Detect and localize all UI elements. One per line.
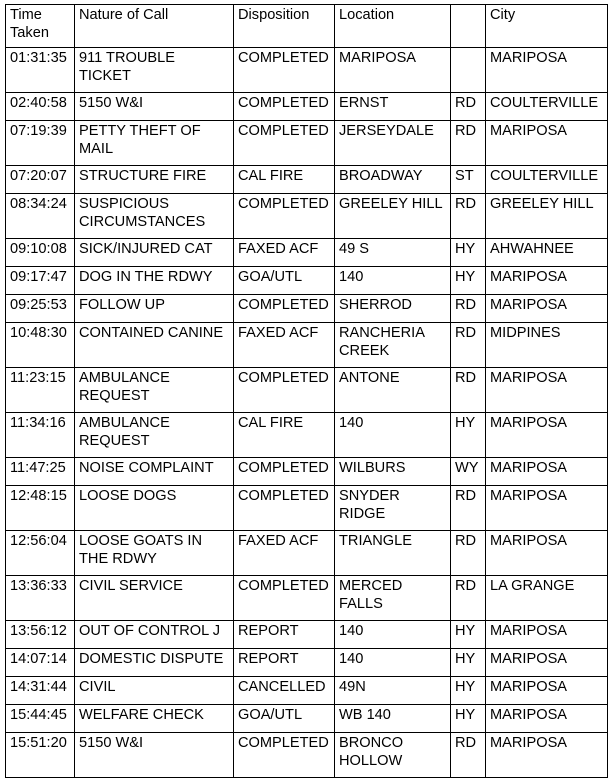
call-log-table <box>5 4 608 778</box>
cell-city: MARIPOSA <box>486 413 608 458</box>
table-row <box>6 93 608 121</box>
cell-time-taken: 11:34:16 <box>6 413 75 458</box>
table-row <box>6 649 608 677</box>
cell-city: MARIPOSA <box>486 368 608 413</box>
cell-disposition: COMPLETED <box>234 368 335 413</box>
cell-nature-of-call: 911 TROUBLE TICKET <box>75 48 234 93</box>
cell-location: 140 <box>335 621 451 649</box>
cell-time-taken: 09:10:08 <box>6 239 75 267</box>
table-row <box>6 677 608 705</box>
cell-city: MARIPOSA <box>486 621 608 649</box>
cell-location: SNYDER RIDGE <box>335 486 451 531</box>
cell-time-taken: 15:44:45 <box>6 705 75 733</box>
cell-time-taken: 08:34:24 <box>6 194 75 239</box>
cell-location-suffix: WY <box>451 458 486 486</box>
cell-nature-of-call: AMBULANCE REQUEST <box>75 368 234 413</box>
cell-time-taken: 13:36:33 <box>6 576 75 621</box>
table-row <box>6 531 608 576</box>
cell-location-suffix: RD <box>451 93 486 121</box>
cell-location-suffix: HY <box>451 239 486 267</box>
cell-location: 140 <box>335 649 451 677</box>
table-row <box>6 621 608 649</box>
cell-time-taken: 11:47:25 <box>6 458 75 486</box>
cell-location: GREELEY HILL <box>335 194 451 239</box>
cell-location-suffix: RD <box>451 121 486 166</box>
table-row <box>6 267 608 295</box>
cell-disposition: REPORT <box>234 649 335 677</box>
cell-time-taken: 09:17:47 <box>6 267 75 295</box>
cell-time-taken: 01:31:35 <box>6 48 75 93</box>
cell-city: COULTERVILLE <box>486 93 608 121</box>
table-row <box>6 239 608 267</box>
cell-time-taken: 14:07:14 <box>6 649 75 677</box>
cell-location: 140 <box>335 267 451 295</box>
cell-location-suffix: HY <box>451 413 486 458</box>
cell-nature-of-call: LOOSE GOATS IN THE RDWY <box>75 531 234 576</box>
cell-nature-of-call: LOOSE DOGS <box>75 486 234 531</box>
cell-nature-of-call: CONTAINED CANINE <box>75 323 234 368</box>
cell-nature-of-call: SUSPICIOUS CIRCUMSTANCES <box>75 194 234 239</box>
cell-nature-of-call: NOISE COMPLAINT <box>75 458 234 486</box>
cell-location: 140 <box>335 413 451 458</box>
cell-location-suffix: RD <box>451 194 486 239</box>
table-row <box>6 323 608 368</box>
cell-disposition: COMPLETED <box>234 458 335 486</box>
cell-location: BROADWAY <box>335 166 451 194</box>
cell-time-taken: 02:40:58 <box>6 93 75 121</box>
cell-location-suffix: HY <box>451 649 486 677</box>
cell-nature-of-call: SICK/INJURED CAT <box>75 239 234 267</box>
cell-time-taken: 15:51:20 <box>6 733 75 778</box>
cell-city: MARIPOSA <box>486 531 608 576</box>
table-row <box>6 486 608 531</box>
cell-location: 49 S <box>335 239 451 267</box>
table-row <box>6 576 608 621</box>
cell-disposition: CAL FIRE <box>234 413 335 458</box>
cell-city: MARIPOSA <box>486 295 608 323</box>
table-row <box>6 166 608 194</box>
cell-city: MARIPOSA <box>486 705 608 733</box>
cell-city: MARIPOSA <box>486 486 608 531</box>
cell-location: TRIANGLE <box>335 531 451 576</box>
table-row <box>6 295 608 323</box>
cell-location: BRONCO HOLLOW <box>335 733 451 778</box>
header-location: Location <box>335 5 451 48</box>
cell-city: MARIPOSA <box>486 121 608 166</box>
cell-disposition: COMPLETED <box>234 93 335 121</box>
header-row <box>6 5 608 48</box>
cell-time-taken: 07:20:07 <box>6 166 75 194</box>
cell-city: MARIPOSA <box>486 733 608 778</box>
cell-disposition: GOA/UTL <box>234 705 335 733</box>
cell-nature-of-call: AMBULANCE REQUEST <box>75 413 234 458</box>
cell-city: COULTERVILLE <box>486 166 608 194</box>
cell-city: MIDPINES <box>486 323 608 368</box>
cell-location: ANTONE <box>335 368 451 413</box>
cell-location-suffix: RD <box>451 295 486 323</box>
cell-disposition: FAXED ACF <box>234 323 335 368</box>
cell-disposition: COMPLETED <box>234 486 335 531</box>
table-row <box>6 368 608 413</box>
cell-city: MARIPOSA <box>486 649 608 677</box>
cell-time-taken: 07:19:39 <box>6 121 75 166</box>
table-row <box>6 194 608 239</box>
cell-time-taken: 12:56:04 <box>6 531 75 576</box>
cell-nature-of-call: DOG IN THE RDWY <box>75 267 234 295</box>
cell-disposition: FAXED ACF <box>234 531 335 576</box>
cell-nature-of-call: CIVIL SERVICE <box>75 576 234 621</box>
cell-city: MARIPOSA <box>486 677 608 705</box>
cell-disposition: COMPLETED <box>234 48 335 93</box>
header-nature-of-call: Nature of Call <box>75 5 234 48</box>
cell-location: SHERROD <box>335 295 451 323</box>
header-disposition: Disposition <box>234 5 335 48</box>
cell-location: JERSEYDALE <box>335 121 451 166</box>
cell-disposition: COMPLETED <box>234 733 335 778</box>
cell-time-taken: 09:25:53 <box>6 295 75 323</box>
cell-nature-of-call: DOMESTIC DISPUTE <box>75 649 234 677</box>
cell-city: GREELEY HILL <box>486 194 608 239</box>
table-row <box>6 48 608 93</box>
cell-nature-of-call: 5150 W&I <box>75 93 234 121</box>
cell-city: LA GRANGE <box>486 576 608 621</box>
cell-disposition: FAXED ACF <box>234 239 335 267</box>
cell-disposition: REPORT <box>234 621 335 649</box>
cell-nature-of-call: STRUCTURE FIRE <box>75 166 234 194</box>
cell-city: MARIPOSA <box>486 267 608 295</box>
cell-location: MERCED FALLS <box>335 576 451 621</box>
cell-nature-of-call: FOLLOW UP <box>75 295 234 323</box>
cell-city: MARIPOSA <box>486 48 608 93</box>
cell-location-suffix: RD <box>451 486 486 531</box>
cell-location: WILBURS <box>335 458 451 486</box>
table-row <box>6 733 608 778</box>
cell-city: MARIPOSA <box>486 458 608 486</box>
cell-disposition: GOA/UTL <box>234 267 335 295</box>
cell-time-taken: 12:48:15 <box>6 486 75 531</box>
cell-location: MARIPOSA <box>335 48 451 93</box>
cell-location-suffix: ST <box>451 166 486 194</box>
cell-location: ERNST <box>335 93 451 121</box>
cell-city: AHWAHNEE <box>486 239 608 267</box>
cell-nature-of-call: PETTY THEFT OF MAIL <box>75 121 234 166</box>
cell-location-suffix: HY <box>451 621 486 649</box>
cell-location-suffix: RD <box>451 323 486 368</box>
cell-nature-of-call: 5150 W&I <box>75 733 234 778</box>
cell-disposition: COMPLETED <box>234 295 335 323</box>
cell-disposition: CAL FIRE <box>234 166 335 194</box>
cell-nature-of-call: WELFARE CHECK <box>75 705 234 733</box>
cell-location-suffix: HY <box>451 705 486 733</box>
cell-location: WB 140 <box>335 705 451 733</box>
cell-location-suffix: HY <box>451 267 486 295</box>
cell-disposition: CANCELLED <box>234 677 335 705</box>
cell-location: RANCHERIA CREEK <box>335 323 451 368</box>
header-location-suffix <box>451 5 486 48</box>
table-row <box>6 121 608 166</box>
cell-nature-of-call: OUT OF CONTROL J <box>75 621 234 649</box>
cell-nature-of-call: CIVIL <box>75 677 234 705</box>
header-time-taken: Time Taken <box>6 5 75 48</box>
cell-location-suffix: HY <box>451 677 486 705</box>
cell-location-suffix: RD <box>451 368 486 413</box>
cell-disposition: COMPLETED <box>234 194 335 239</box>
table-row <box>6 705 608 733</box>
table-row <box>6 458 608 486</box>
cell-time-taken: 11:23:15 <box>6 368 75 413</box>
cell-location-suffix: RD <box>451 531 486 576</box>
cell-location-suffix: RD <box>451 576 486 621</box>
header-city: City <box>486 5 608 48</box>
cell-time-taken: 10:48:30 <box>6 323 75 368</box>
cell-location-suffix <box>451 48 486 93</box>
cell-location-suffix: RD <box>451 733 486 778</box>
cell-disposition: COMPLETED <box>234 576 335 621</box>
cell-time-taken: 14:31:44 <box>6 677 75 705</box>
cell-disposition: COMPLETED <box>234 121 335 166</box>
table-row <box>6 413 608 458</box>
cell-location: 49N <box>335 677 451 705</box>
cell-time-taken: 13:56:12 <box>6 621 75 649</box>
